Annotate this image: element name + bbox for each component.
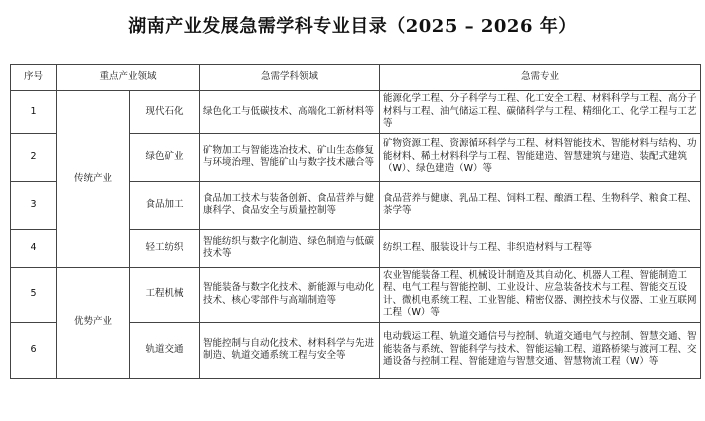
category-advantage: 优势产业 (57, 267, 130, 378)
category-traditional: 传统产业 (57, 91, 130, 268)
table-row (11, 267, 701, 322)
row-number: 2 (11, 133, 57, 181)
table-row (11, 91, 701, 134)
industry-area: 现代石化 (130, 91, 200, 134)
row-number: 6 (11, 322, 57, 378)
industry-area: 轻工纺织 (130, 229, 200, 267)
discipline-cell: 食品加工技术与装备创新、食品营养与健康科学、食品安全与质量控制等 (200, 181, 380, 229)
industry-area: 轨道交通 (130, 322, 200, 378)
majors-cell: 电动载运工程、轨道交通信号与控制、轨道交通电气与控制、智慧交通、智能装备与系统、智能科学与技术、智能运输工程、道路桥梁与渡河工程、交通设备与控制工程、智能建造与智慧交通、智慧物流工程（W）等 (380, 322, 701, 378)
industry-area: 食品加工 (130, 181, 200, 229)
row-number: 5 (11, 267, 57, 322)
row-number: 3 (11, 181, 57, 229)
industry-area: 绿色矿业 (130, 133, 200, 181)
discipline-cell: 智能纺织与数字化制造、绿色制造与低碳技术等 (200, 229, 380, 267)
discipline-cell: 智能装备与数字化技术、新能源与电动化技术、核心零部件与高端制造等 (200, 267, 380, 322)
majors-cell: 食品营养与健康、乳品工程、饲料工程、酿酒工程、生物科学、粮食工程、茶学等 (380, 181, 701, 229)
page-title: 湖南产业发展急需学科专业目录（2025 – 2026 年） (128, 16, 577, 37)
header-category: 重点产业领域 (57, 65, 200, 91)
header-majors: 急需专业 (380, 65, 701, 91)
majors-cell: 农业智能装备工程、机械设计制造及其自动化、机器人工程、智能制造工程、电气工程与智能控制、工业设计、应急装备技术与工程、智能交互设计、微机电系统工程、工业智能、精密仪器、测控技术与仪器、工业互联网工程（W）等 (380, 267, 701, 322)
majors-cell: 纺织工程、服装设计与工程、非织造材料与工程等 (380, 229, 701, 267)
header-no: 序号 (11, 65, 57, 91)
majors-cell: 能源化学工程、分子科学与工程、化工安全工程、材料科学与工程、高分子材料与工程、油气储运工程、碳储科学与工程、精细化工、化学工程与工艺等 (380, 91, 701, 134)
row-number: 1 (11, 91, 57, 134)
row-number: 4 (11, 229, 57, 267)
majors-cell: 矿物资源工程、资源循环科学与工程、材料智能技术、智能材料与结构、功能材料、稀土材料科学与工程、智能建造、智慧建筑与建造、装配式建筑（W）、绿色建造（W）等 (380, 133, 701, 181)
discipline-cell: 绿色化工与低碳技术、高端化工新材料等 (200, 91, 380, 134)
header-discipline: 急需学科领域 (200, 65, 380, 91)
discipline-cell: 矿物加工与智能选冶技术、矿山生态修复与环境治理、智能矿山与数字技术融合等 (200, 133, 380, 181)
catalog-table (10, 64, 701, 379)
table-header-row (11, 65, 701, 91)
discipline-cell: 智能控制与自动化技术、材料科学与先进制造、轨道交通系统工程与安全等 (200, 322, 380, 378)
industry-area: 工程机械 (130, 267, 200, 322)
